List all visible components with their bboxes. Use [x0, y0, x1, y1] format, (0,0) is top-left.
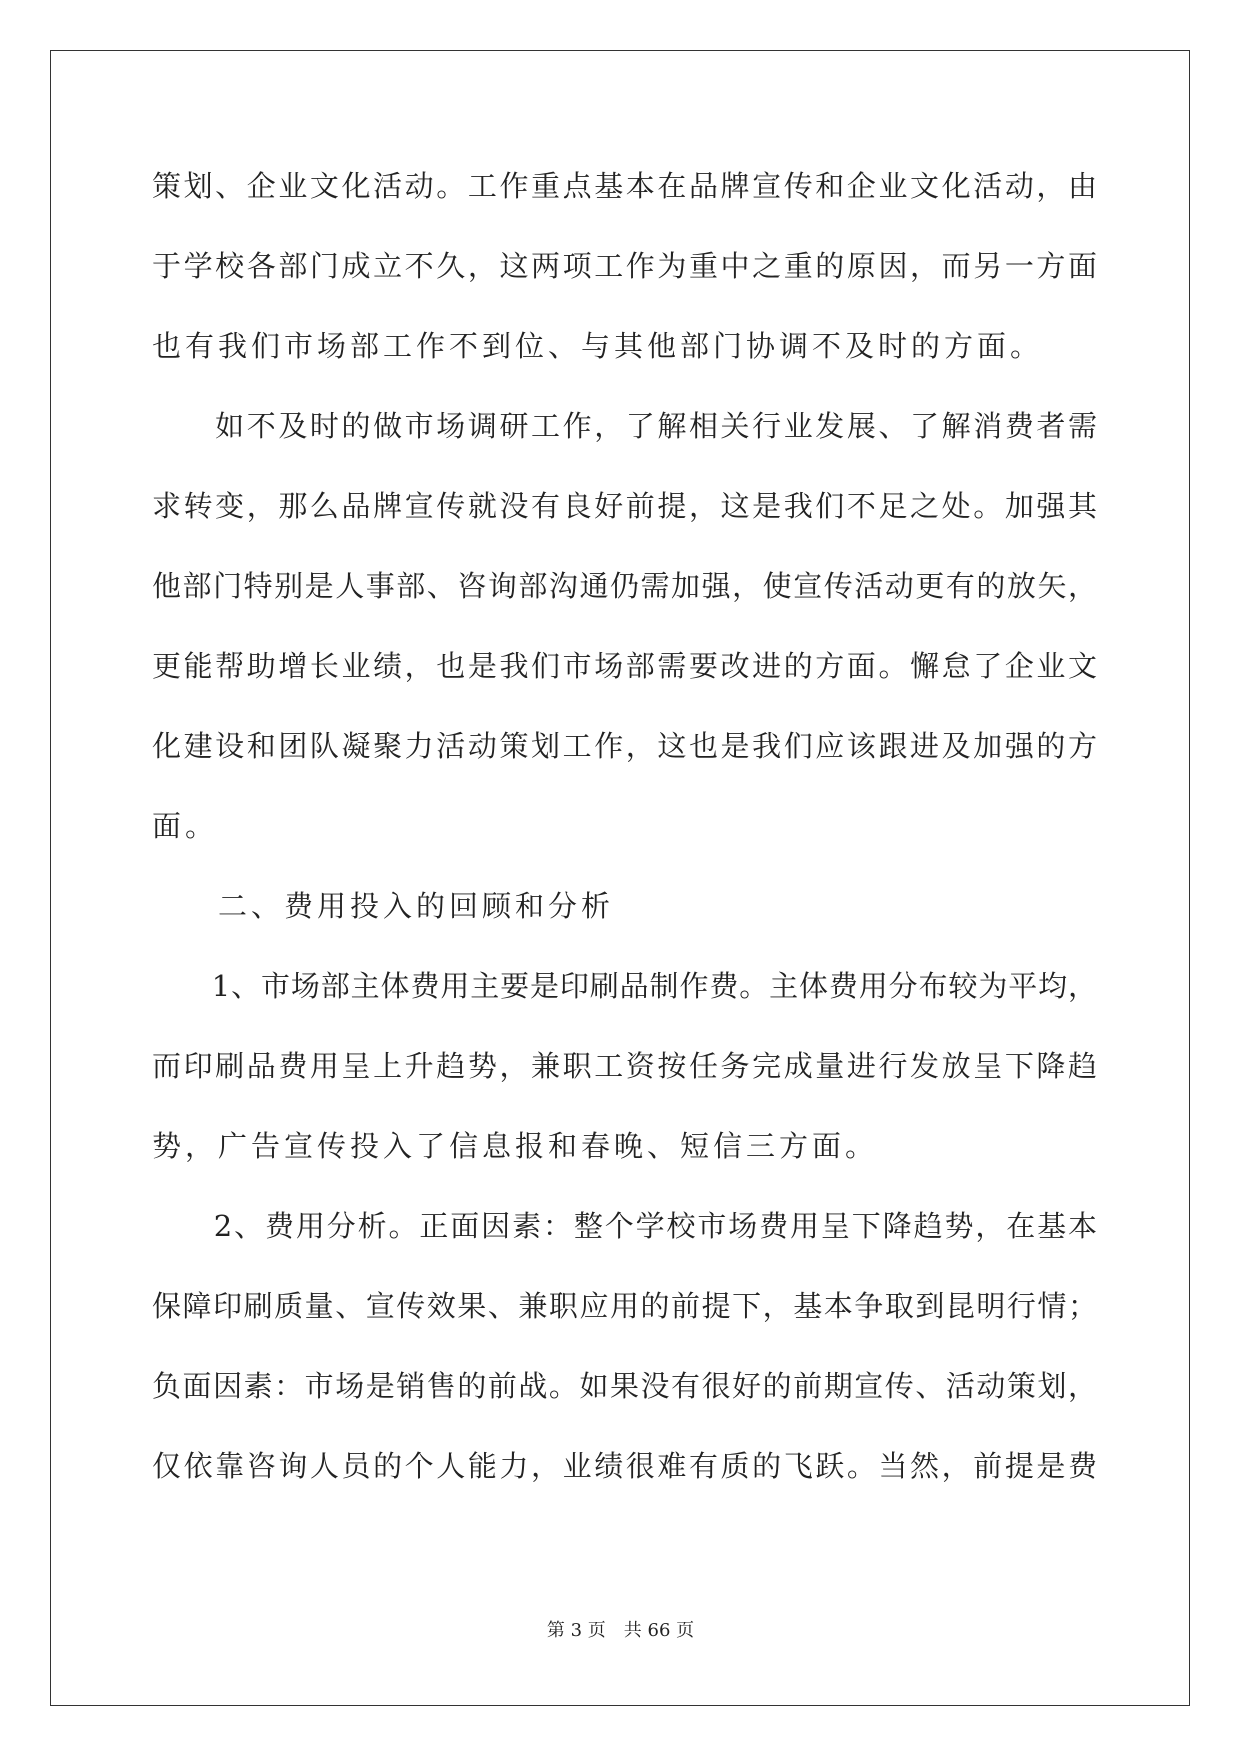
text-line: 于学校各部门成立不久，这两项工作为重中之重的原因，而另一方面	[152, 249, 1097, 283]
text-line: 1、市场部主体费用主要是印刷品制作费。主体费用分布较为平均，	[152, 969, 1097, 1003]
text-line: 面。	[152, 809, 219, 843]
text-line: 如不及时的做市场调研工作，了解相关行业发展、了解消费者需	[152, 409, 1097, 443]
text-line: 也有我们市场部工作不到位、与其他部门协调不及时的方面。	[152, 329, 1044, 363]
text-line: 他部门特别是人事部、咨询部沟通仍需加强，使宣传活动更有的放矢，	[152, 569, 1097, 603]
text-line: 更能帮助增长业绩，也是我们市场部需要改进的方面。懈怠了企业文	[152, 649, 1097, 683]
document-body	[152, 160, 1097, 1520]
page-footer	[0, 1616, 1241, 1642]
text-line: 保障印刷质量、宣传效果、兼职应用的前提下，基本争取到昆明行情；	[152, 1289, 1097, 1323]
text-line: 仅依靠咨询人员的个人能力，业绩很难有质的飞跃。当然，前提是费	[152, 1449, 1097, 1483]
current-page-label: 第 3 页	[546, 1620, 606, 1641]
text-line: 求转变，那么品牌宣传就没有良好前提，这是我们不足之处。加强其	[152, 489, 1097, 523]
text-line: 2、费用分析。正面因素：整个学校市场费用呈下降趋势，在基本	[152, 1209, 1097, 1243]
text-line: 策划、企业文化活动。工作重点基本在品牌宣传和企业文化活动，由	[152, 169, 1097, 203]
text-line: 负面因素：市场是销售的前战。如果没有很好的前期宣传、活动策划，	[152, 1369, 1097, 1403]
text-line: 二、费用投入的回顾和分析	[152, 889, 615, 923]
text-line: 而印刷品费用呈上升趋势，兼职工资按任务完成量进行发放呈下降趋	[152, 1049, 1097, 1083]
text-line: 势，广告宣传投入了信息报和春晚、短信三方面。	[152, 1129, 879, 1163]
total-pages-label: 共 66 页	[623, 1620, 695, 1641]
text-line: 化建设和团队凝聚力活动策划工作，这也是我们应该跟进及加强的方	[152, 729, 1097, 763]
